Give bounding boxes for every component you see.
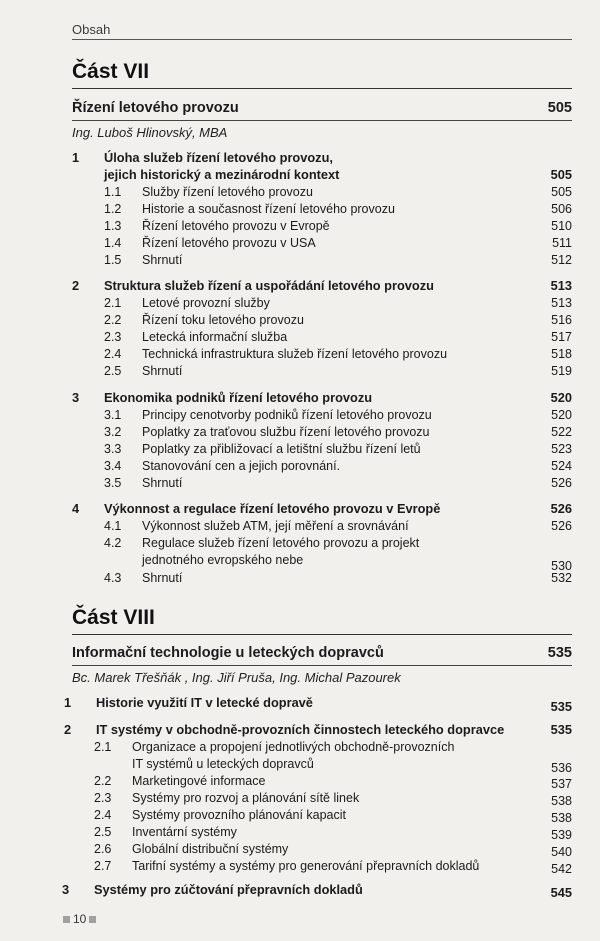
part-title: Část VII bbox=[72, 60, 572, 89]
part-title: Část VIII bbox=[72, 606, 572, 635]
sub-title: Řízení letového provozu v Evropě bbox=[142, 219, 330, 233]
sub-title: Systémy pro rozvoj a plánování sítě linek bbox=[132, 791, 360, 805]
sub-title: Tarifní systémy a systémy pro generování přepravních dokladů bbox=[132, 859, 480, 873]
section-title: Systémy pro zúčtování přepravních dokladů bbox=[94, 882, 363, 897]
section-number: 2 bbox=[64, 722, 72, 737]
sub-number: 4.3 bbox=[104, 571, 122, 585]
section-page: 535 bbox=[550, 722, 572, 737]
section-title: Struktura služeb řízení a uspořádání letového provozu bbox=[104, 278, 434, 293]
sub-title: Letecká informační služba bbox=[142, 330, 288, 344]
sub-number: 2.4 bbox=[104, 347, 122, 361]
sub-page: 538 bbox=[551, 811, 572, 825]
section-page: 513 bbox=[550, 278, 572, 293]
section-page: 505 bbox=[550, 167, 572, 182]
sub-number: 1.1 bbox=[104, 185, 122, 199]
section-number: 4 bbox=[72, 501, 80, 516]
sub-number: 2.5 bbox=[94, 825, 112, 839]
sub-number: 3.3 bbox=[104, 442, 122, 456]
section-number: 3 bbox=[72, 390, 80, 405]
sub-number: 2.2 bbox=[94, 774, 112, 788]
section-page: 545 bbox=[550, 885, 572, 900]
section-title: Historie využití IT v letecké dopravě bbox=[96, 695, 313, 710]
sub-page: 522 bbox=[551, 425, 572, 439]
sub-page: 520 bbox=[551, 408, 572, 422]
section-number: 2 bbox=[72, 278, 80, 293]
sub-number: 2.4 bbox=[94, 808, 112, 822]
sub-page: 517 bbox=[551, 330, 572, 344]
running-header: Obsah bbox=[72, 22, 572, 40]
sub-title: Systémy provozního plánování kapacit bbox=[132, 808, 347, 822]
section-page: 520 bbox=[550, 390, 572, 405]
sub-title: Řízení toku letového provozu bbox=[142, 313, 304, 327]
sub-number: 2.1 bbox=[94, 740, 112, 754]
sub-title: Marketingové informace bbox=[132, 774, 266, 788]
sub-title: Výkonnost služeb ATM, její měření a srovnávání bbox=[142, 519, 409, 533]
sub-page: 510 bbox=[551, 219, 572, 233]
sub-number: 2.3 bbox=[94, 791, 112, 805]
sub-page: 526 bbox=[551, 476, 572, 490]
sub-title: Shrnutí bbox=[142, 253, 183, 267]
sub-number: 1.5 bbox=[104, 253, 122, 267]
sub-title: Organizace a propojení jednotlivých obchodně-provozních bbox=[132, 740, 455, 754]
sub-page: 530 bbox=[551, 559, 572, 573]
section-title: Ekonomika podniků řízení letového provozu bbox=[104, 390, 373, 405]
chapter-author: Ing. Luboš Hlinovský, MBA bbox=[72, 125, 228, 140]
sub-page: 540 bbox=[551, 845, 572, 859]
sub-title: Shrnutí bbox=[142, 476, 183, 490]
sub-page: 538 bbox=[551, 794, 572, 808]
sub-number: 3.5 bbox=[104, 476, 122, 490]
section-page: 535 bbox=[550, 699, 572, 714]
sub-title-line2: jednotného evropského nebe bbox=[142, 553, 304, 567]
sub-page: 524 bbox=[551, 459, 572, 473]
section-page: 526 bbox=[550, 501, 572, 516]
sub-number: 4.2 bbox=[104, 536, 122, 550]
sub-title: Shrnutí bbox=[142, 571, 183, 585]
sub-title: Služby řízení letového provozu bbox=[142, 185, 313, 199]
sub-page: 516 bbox=[551, 313, 572, 327]
sub-title: Poplatky za traťovou službu řízení letového provozu bbox=[142, 425, 430, 439]
sub-number: 2.6 bbox=[94, 842, 112, 856]
sub-number: 2.3 bbox=[104, 330, 122, 344]
sub-title: Regulace služeb řízení letového provozu a projekt bbox=[142, 536, 420, 550]
sub-number: 2.2 bbox=[104, 313, 122, 327]
sub-title: Technická infrastruktura služeb řízení letového provozu bbox=[142, 347, 448, 361]
sub-number: 1.3 bbox=[104, 219, 122, 233]
section-title-line2: jejich historický a mezinárodní kontext bbox=[104, 167, 340, 182]
sub-number: 3.1 bbox=[104, 408, 122, 422]
sub-number: 2.7 bbox=[94, 859, 112, 873]
sub-title: Poplatky za přibližovací a letištní službu řízení letů bbox=[142, 442, 421, 456]
sub-title: Řízení letového provozu v USA bbox=[142, 236, 316, 250]
chapter-page: 535 bbox=[547, 645, 572, 661]
sub-title-line2: IT systémů u leteckých dopravců bbox=[132, 757, 314, 771]
square-ornament-icon bbox=[89, 916, 96, 923]
sub-page: 542 bbox=[551, 862, 572, 876]
chapter-author: Bc. Marek Třešňák , Ing. Jiří Pruša, Ing. Michal Pazourek bbox=[72, 670, 401, 685]
sub-page: 505 bbox=[551, 185, 572, 199]
sub-title: Shrnutí bbox=[142, 364, 183, 378]
sub-title: Historie a současnost řízení letového provozu bbox=[142, 202, 395, 216]
sub-number: 4.1 bbox=[104, 519, 122, 533]
sub-page: 511 bbox=[552, 236, 572, 250]
section-title: Výkonnost a regulace řízení letového provozu v Evropě bbox=[104, 501, 441, 516]
page-footer bbox=[60, 912, 99, 926]
sub-number: 3.4 bbox=[104, 459, 122, 473]
section-number: 3 bbox=[62, 882, 70, 897]
sub-title: Stanovování cen a jejich porovnání. bbox=[142, 459, 341, 473]
section-title: Úloha služeb řízení letového provozu, bbox=[104, 150, 333, 165]
sub-title: Principy cenotvorby podniků řízení letového provozu bbox=[142, 408, 432, 422]
sub-title: Inventární systémy bbox=[132, 825, 237, 839]
sub-number: 1.4 bbox=[104, 236, 122, 250]
sub-page: 523 bbox=[551, 442, 572, 456]
square-ornament-icon bbox=[63, 916, 70, 923]
chapter-page: 505 bbox=[547, 100, 572, 116]
sub-title: Letové provozní služby bbox=[142, 296, 270, 310]
sub-number: 2.5 bbox=[104, 364, 122, 378]
sub-page: 513 bbox=[551, 296, 572, 310]
sub-page: 526 bbox=[551, 519, 572, 533]
page-number: 10 bbox=[73, 912, 87, 926]
sub-page: 519 bbox=[551, 364, 572, 378]
section-number: 1 bbox=[72, 150, 80, 165]
sub-title: Globální distribuční systémy bbox=[132, 842, 289, 856]
section-number: 1 bbox=[64, 695, 72, 710]
sub-page: 539 bbox=[551, 828, 572, 842]
sub-number: 3.2 bbox=[104, 425, 122, 439]
chapter-heading bbox=[72, 100, 572, 121]
sub-page: 512 bbox=[551, 253, 572, 267]
chapter-heading bbox=[72, 645, 572, 666]
sub-page: 536 bbox=[551, 761, 572, 775]
chapter-title: Řízení letového provozu bbox=[72, 100, 239, 116]
sub-page: 537 bbox=[551, 777, 572, 791]
sub-number: 1.2 bbox=[104, 202, 122, 216]
sub-number: 2.1 bbox=[104, 296, 122, 310]
sub-page: 518 bbox=[551, 347, 572, 361]
section-title: IT systémy v obchodně-provozních činnostech leteckého dopravce bbox=[96, 722, 505, 737]
chapter-title: Informační technologie u leteckých dopravců bbox=[72, 645, 384, 661]
sub-page: 506 bbox=[551, 202, 572, 216]
sub-page: 532 bbox=[551, 571, 572, 585]
